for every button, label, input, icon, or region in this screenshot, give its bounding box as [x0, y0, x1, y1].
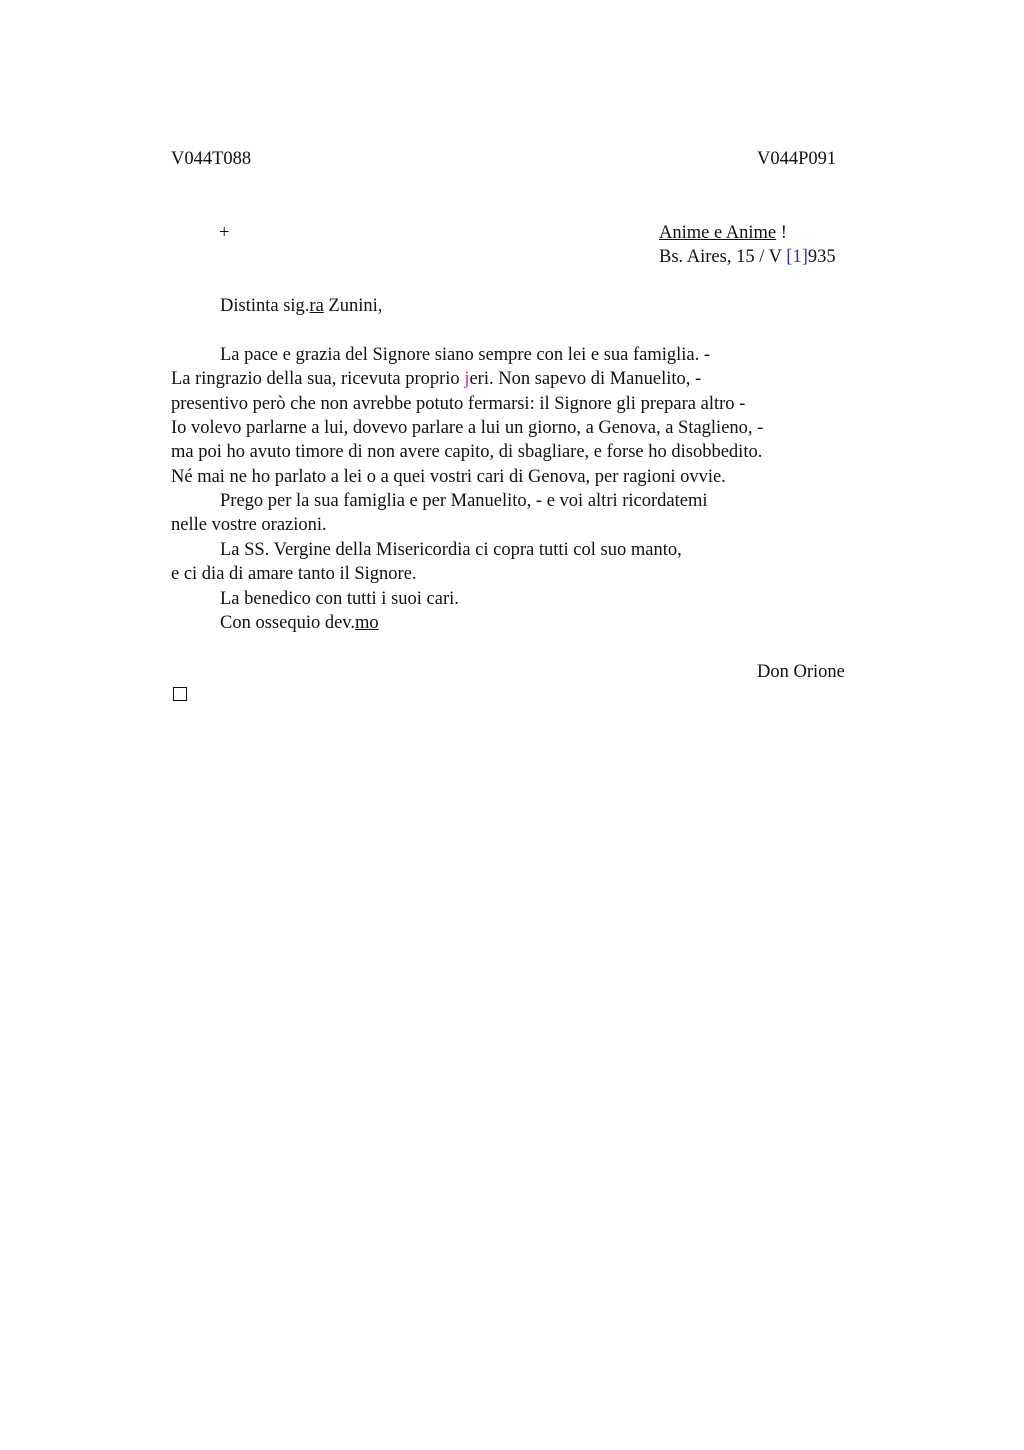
- body-line-2: [171, 370, 701, 389]
- bracket-open: [: [786, 247, 793, 267]
- motto: [659, 224, 787, 243]
- salutation-abbr: ra: [309, 296, 324, 316]
- body-line-11: La benedico con tutti i suoi cari.: [220, 589, 459, 609]
- body-line-1: La pace e grazia del Signore siano sempre con lei e sua famiglia. -: [220, 345, 711, 365]
- signature: Don Orione: [757, 662, 845, 682]
- salutation-pre: Distinta sig.: [220, 296, 310, 316]
- square-outline-icon: [173, 687, 187, 701]
- body-line-5: ma poi ho avuto timore di non avere capito, di sbagliare, e forse ho disobbedito.: [171, 442, 763, 462]
- body-line-8: nelle vostre orazioni.: [171, 515, 327, 535]
- body-line-3: presentivo però che non avrebbe potuto fermarsi: il Signore gli prepara altro -: [171, 394, 746, 414]
- right-code: V044P091: [757, 149, 837, 169]
- left-code: V044T088: [171, 149, 252, 169]
- body-line-2-j: j: [464, 369, 470, 389]
- salutation-post: Zunini,: [323, 296, 383, 316]
- bracket-digit: 1: [792, 247, 802, 267]
- year-rest: 935: [807, 247, 836, 267]
- body-line-12-abbr: mo: [354, 613, 379, 633]
- motto-text: Anime e Anime: [659, 223, 777, 243]
- body-line-10: e ci dia di amare tanto il Signore.: [171, 564, 417, 584]
- salutation: [220, 297, 382, 316]
- body-line-2-pre: La ringrazio della sua, ricevuta proprio: [171, 369, 465, 389]
- body-line-12-pre: Con ossequio dev.: [220, 613, 355, 633]
- bracket-close: ]: [801, 247, 808, 267]
- body-line-12: [220, 614, 379, 633]
- motto-exclamation: !: [776, 223, 787, 243]
- cross-mark: +: [219, 223, 230, 243]
- body-line-6: Né mai ne ho parlato a lei o a quei vostri cari di Genova, per ragioni ovvie.: [171, 467, 726, 487]
- body-line-2-post: eri. Non sapevo di Manuelito, -: [469, 369, 702, 389]
- place-date-prefix: Bs. Aires, 15 / V: [659, 247, 787, 267]
- place-date: [659, 248, 836, 267]
- body-line-7: Prego per la sua famiglia e per Manuelito, - e voi altri ricordatemi: [220, 491, 708, 511]
- body-line-4: Io volevo parlarne a lui, dovevo parlare a lui un giorno, a Genova, a Staglieno, -: [171, 418, 764, 438]
- body-line-9: La SS. Vergine della Misericordia ci copra tutti col suo manto,: [220, 540, 682, 560]
